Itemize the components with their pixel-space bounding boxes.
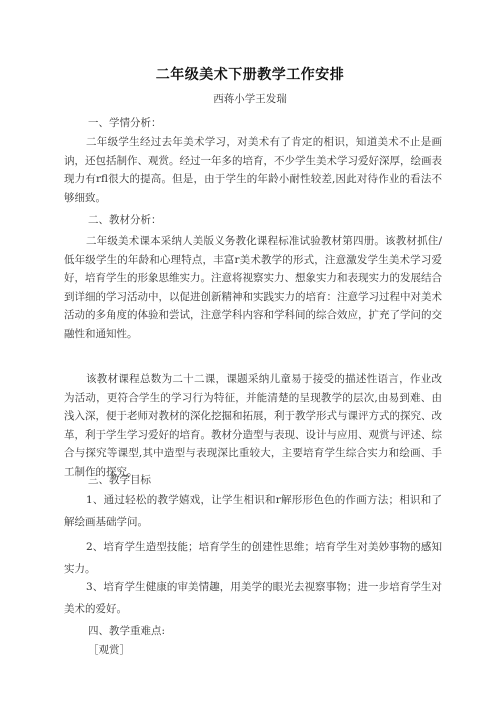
section-heading-textbook-analysis: 二、教材分析： xyxy=(88,214,162,226)
section-heading-learning-analysis: 一、学情分析： xyxy=(88,117,162,129)
goal-item: 1、通过轻松的教学嬉戏，让学生相识和r解形形色色的作画方法；相识和了解绘画基础学问。 xyxy=(64,494,442,528)
section-paragraph: 该教材课程总数为二十二课，课题采纳儿童易于接受的描述性语言，作业改为活动，更符合学生的学习行为特征，并能清楚的呈现教学的层次,由易到难、由浅入深，便于老师对教材的深化挖掘和拓展，利于教学形式与课评方式的探究、改革，利于学生学习爱好的培育。教材分造型与表现、设计与应用、观赏与评述、综合与探究等课型,其中造型与表现深比重较大，主要培育学生综合实力和绘画、手工制作的探究。 xyxy=(64,373,442,478)
section-paragraph: 二年级学生经过去年美术学习，对美术有了肯定的相识，知道美术不止是画讷，还包括制作、观赏。经过一年多的培育，不少学生美术学习爱好深厚，绘画表现力有rfl很大的提高。但是，由于学生的年龄小耐性较差,因此对待作业的看法不够细致。 xyxy=(64,136,442,204)
document-author: 西蒋小学王发瑞 xyxy=(213,93,287,105)
goal-item: 2、培育学生造型技能；培育学生的创建性思维；培育学生对美妙事物的感知实力。 xyxy=(64,541,442,575)
goal-item: 3、培育学生健康的审美情趣，用美学的眼光去视察事物；进一步培育学生对美术的爱好。 xyxy=(64,581,442,615)
section-heading-teaching-goals: 三、教学目标 xyxy=(88,474,151,486)
document-title: 二年级美术下册教学工作安排 xyxy=(155,67,345,83)
section-subheading-appreciation: ［观赏］ xyxy=(88,644,130,656)
section-heading-key-points: 四、教学重难点: xyxy=(88,625,166,637)
section-paragraph: 二年级美术课本采纳人美版义务教化课程标准试验教材第四册。该教材抓住/低年级学生的年龄和心理特点，丰富r美术教学的形式，注意激发学生美术学习爱好，培育学生的形象思维实力。注意将视察实力、想象实力和表现实力的发展结合到详细的学习活动中，以促进创新精神和实践实力的培育：注意学习过程中对美术活动的多角度的体验和尝试，注意学科内容和学科间的综合效应，扩充了学问的交融性和通知性。 xyxy=(64,235,442,340)
